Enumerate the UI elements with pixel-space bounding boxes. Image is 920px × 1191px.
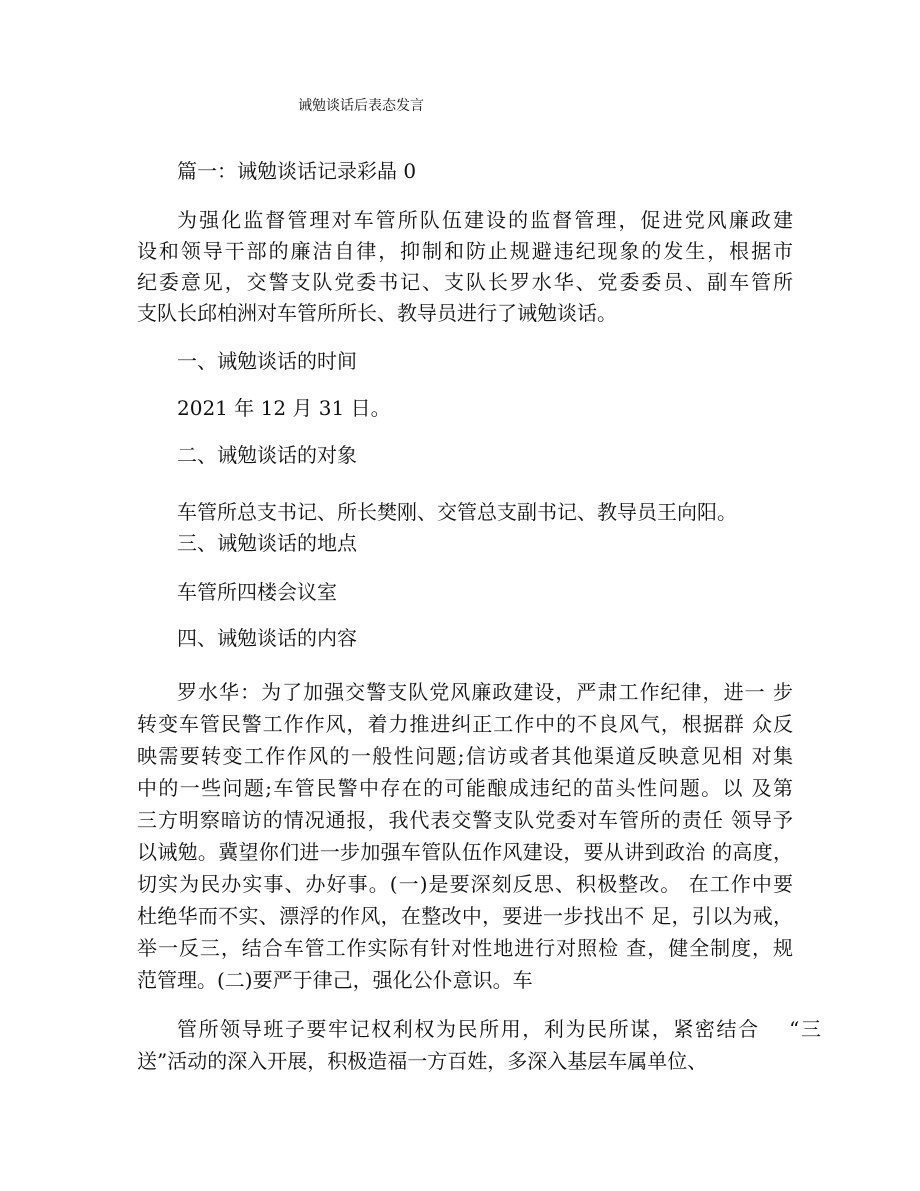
- intro-line-2: 设和领导干部的廉洁自律，抑制和防止规避违纪现象的发生，根据市: [137, 239, 793, 263]
- document-title: 诫勉谈话后表态发言: [298, 98, 424, 114]
- intro-line-4: 支队长邱柏洲对车管所所长、教导员进行了诫勉谈话。: [137, 301, 617, 325]
- section-heading: 篇一：诫勉谈话记录彩晶 0: [177, 159, 417, 183]
- content-line-4: 中的一些问题;车管民警中存在的可能酿成违纪的苗头性问题。以 及第: [137, 776, 793, 800]
- content-line-3: 映需要转变工作作风的一般性问题;信访或者其他渠道反映意见相 对集: [137, 744, 793, 768]
- item-target-heading: 二、诫勉谈话的对象: [177, 443, 357, 467]
- closing-line-1: 管所领导班子要牢记权利权为民所用，利为民所谋，紧密结合 “三: [177, 1017, 821, 1041]
- item-time-value: 2021 年 12 月 31 日。: [177, 396, 391, 420]
- content-line-9: 举一反三，结合车管工作实际有针对性地进行对照检 查，健全制度，规: [137, 936, 793, 960]
- item-content-heading: 四、诫勉谈话的内容: [177, 626, 357, 650]
- item-time-heading: 一、诫勉谈话的时间: [177, 349, 357, 373]
- intro-line-3: 纪委意见，交警支队党委书记、支队长罗水华、党委委员、副车管所: [137, 270, 793, 294]
- intro-line-1: 为强化监督管理对车管所队伍建设的监督管理，促进党风廉政建: [177, 208, 793, 232]
- content-line-6: 以诫勉。冀望你们进一步加强车管队伍作风建设，要从讲到政治 的高度，: [137, 840, 793, 864]
- content-line-8: 杜绝华而不实、漂浮的作风，在整改中，要进一步找出不 足，引以为戒，: [137, 904, 793, 928]
- content-line-10: 范管理。(二)要严于律己，强化公仆意识。车: [137, 968, 533, 992]
- content-line-2: 转变车管民警工作作风，着力推进纠正工作中的不良风气，根据群 众反: [137, 712, 793, 736]
- closing-line-2: 送”活动的深入开展，积极造福一方百姓，多深入基层车属单位、: [137, 1049, 708, 1073]
- item-place-heading: 三、诫勉谈话的地点: [177, 531, 357, 555]
- content-line-5: 三方明察暗访的情况通报，我代表交警支队党委对车管所的责任 领导予: [137, 808, 793, 832]
- item-place-value: 车管所四楼会议室: [177, 580, 337, 604]
- item-target-value: 车管所总支书记、所长樊刚、交管总支副书记、教导员王向阳。: [177, 500, 737, 524]
- content-line-1: 罗水华：为了加强交警支队党风廉政建设，严肃工作纪律，进一 步: [177, 680, 793, 704]
- content-line-7: 切实为民办实事、办好事。(一)是要深刻反思、积极整改。 在工作中要: [137, 872, 793, 896]
